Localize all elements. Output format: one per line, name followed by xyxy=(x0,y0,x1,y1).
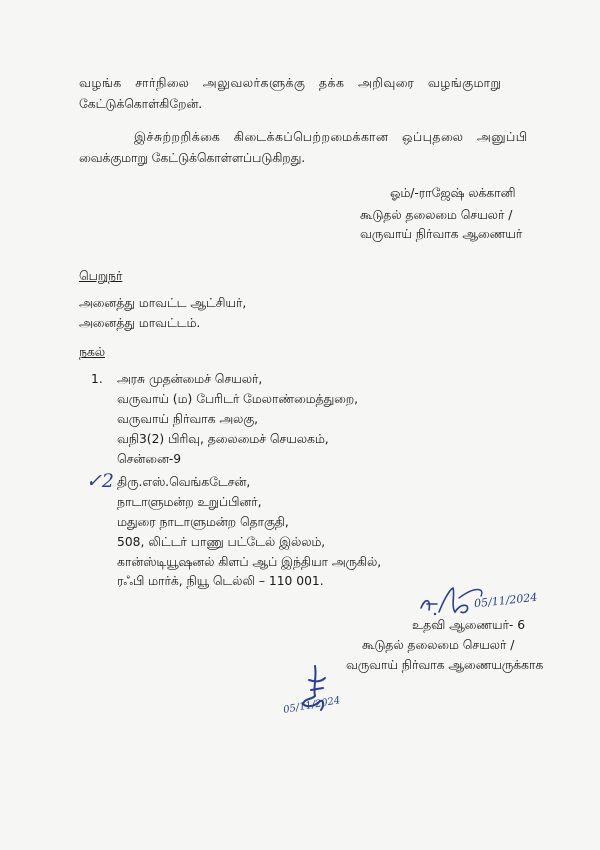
paragraph-1-line-1: வழங்க சார்நிலை அலுவலர்களுக்கு தக்க அறிவுரை வழங்குமாறு xyxy=(79,76,502,90)
recipients-heading: பெறுநர் xyxy=(79,269,123,283)
copy-item-2-line: 508, லிட்டர் பாணு பட்டேல் இல்லம், xyxy=(117,535,326,549)
copy-item-2-line: ரஃபி மார்க், நியூ டெல்லி – 110 001. xyxy=(117,574,324,588)
copy-item-1-line: வநி3(2) பிரிவு, தலைமைச் செயலகம், xyxy=(117,432,329,446)
copy-item-1-line: வருவாய் நிர்வாக அலகு, xyxy=(117,412,259,426)
handwritten-tick-icon: ✓2 xyxy=(86,470,115,492)
paragraph-2-line-1: இச்சுற்றறிக்கை கிடைக்கப்பெற்றமைக்கான ஒப்புதலை அனுப்பி xyxy=(134,130,528,144)
copy-item-2-line: கான்ஸ்டியூஷனல் கிளப் ஆப் இந்தியா அருகில், xyxy=(117,555,382,569)
copy-item-2-line: திரு.எஸ்.வெங்கடேசன், xyxy=(117,475,251,489)
copy-item-1-line: அரசு முதன்மைச் செயலர், xyxy=(117,372,263,386)
copy-item-1-line: வருவாய் (ம) பேரிடர் மேலாண்மைத்துறை, xyxy=(117,392,359,406)
signatory-designation-2: வருவாய் நிர்வாக ஆணையர் xyxy=(360,227,523,241)
copy-item-2-line: நாடாளுமன்ற உறுப்பினர், xyxy=(117,495,262,509)
signature-1-date: 05/11/2024 xyxy=(473,590,538,611)
recipients-line-1: அனைத்து மாவட்ட ஆட்சியர், xyxy=(79,296,247,310)
recipients-line-2: அனைத்து மாவட்டம். xyxy=(79,316,201,330)
signatory-designation-1: கூடுதல் தலைமை செயலர் / xyxy=(360,208,513,222)
copy-item-2-line: மதுரை நாடாளுமன்ற தொகுதி, xyxy=(117,515,289,529)
footer-line-1: உதவி ஆணையர்- 6 xyxy=(412,618,526,632)
copy-heading: நகல் xyxy=(79,345,105,359)
signatory-name: ஓம்/-ராஜேஷ் லக்கானி xyxy=(390,186,516,200)
copy-item-1-line: சென்னை-9 xyxy=(117,452,182,466)
signature-2-icon xyxy=(275,660,355,730)
footer-line-3: வருவாய் நிர்வாக ஆணையருக்காக xyxy=(346,658,544,672)
copy-item-1-number: 1. xyxy=(91,372,103,386)
paragraph-1-line-2: கேட்டுக்கொள்கிறேன். xyxy=(79,97,203,111)
footer-line-2: கூடுதல் தலைமை செயலர் / xyxy=(362,638,515,652)
signature-2-date: 05/11/2024 xyxy=(282,695,342,716)
paragraph-2-line-2: வைக்குமாறு கேட்டுக்கொள்ளப்படுகிறது. xyxy=(79,151,306,165)
